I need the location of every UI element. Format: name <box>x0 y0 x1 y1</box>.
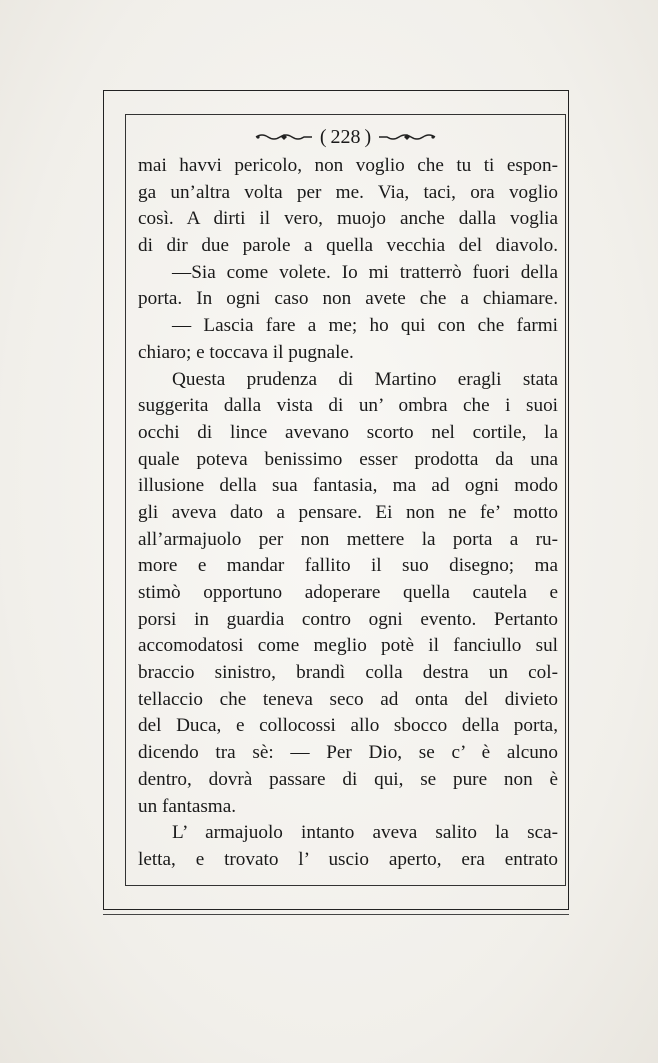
text-line: del Duca, e collocossi allo sbocco della porta, <box>138 715 558 737</box>
body-text <box>138 153 558 874</box>
page-number-close-paren: ) <box>360 125 372 148</box>
text-line: suggerita dalla vista di un’ ombra che i suoi <box>138 395 558 417</box>
flourish-right-icon <box>377 132 437 142</box>
text-line: chiaro; e toccava il pugnale. <box>138 341 354 363</box>
text-line: porsi in guardia contro ogni evento. Pertanto <box>138 608 558 630</box>
text-line: more e mandar fallito il suo disegno; ma <box>138 555 558 577</box>
text-line: quale poteva benissimo esser prodotta da una <box>138 448 558 470</box>
text-line: accomodatosi come meglio potè il fanciullo sul <box>138 635 558 657</box>
text-line: occhi di lince avevano scorto nel cortile, la <box>138 421 558 443</box>
text-line: ga un’altra volta per me. Via, taci, ora voglio <box>138 181 558 203</box>
text-line: mai havvi pericolo, non voglio che tu ti espon- <box>138 155 558 176</box>
text-line: Questa prudenza di Martino eragli stata <box>172 368 558 390</box>
text-line: L’ armajuolo intanto aveva salito la sca- <box>172 822 558 844</box>
text-line: porta. In ogni caso non avete che a chiamare. <box>138 288 558 310</box>
text-line: all’armajuolo per non mettere la porta a ru- <box>138 528 558 550</box>
page-number-open-paren: ( <box>319 125 331 148</box>
text-line: illusione della sua fantasia, ma ad ogni modo <box>138 475 558 497</box>
text-line: dicendo tra sè: — Per Dio, se c’ è alcuno <box>138 742 558 764</box>
text-line: stimò opportuno adoperare quella cautela e <box>138 582 558 603</box>
text-line: tellaccio che teneva seco ad onta del divieto <box>138 688 558 710</box>
flourish-left-icon <box>254 132 314 142</box>
text-line: —Sia come volete. Io mi tratterrò fuori della <box>172 261 558 283</box>
text-line: così. A dirti il vero, muojo anche dalla voglia <box>138 208 558 230</box>
text-line: braccio sinistro, brandì colla destra un col- <box>138 662 558 684</box>
text-line: gli aveva dato a pensare. Ei non ne fe’ motto <box>138 501 558 523</box>
page-number: 228 <box>330 125 361 148</box>
text-line: un fantasma. <box>138 795 237 817</box>
text-line: di dir due parole a quella vecchia del diavolo. <box>138 235 558 257</box>
text-line: letta, e trovato l’ uscio aperto, era entrato <box>138 848 558 870</box>
text-line: dentro, dovrà passare di qui, se pure non è <box>138 768 558 790</box>
bottom-rule <box>103 914 569 915</box>
text-line: — Lascia fare a me; ho qui con che farmi <box>172 315 558 337</box>
running-header <box>125 122 566 152</box>
